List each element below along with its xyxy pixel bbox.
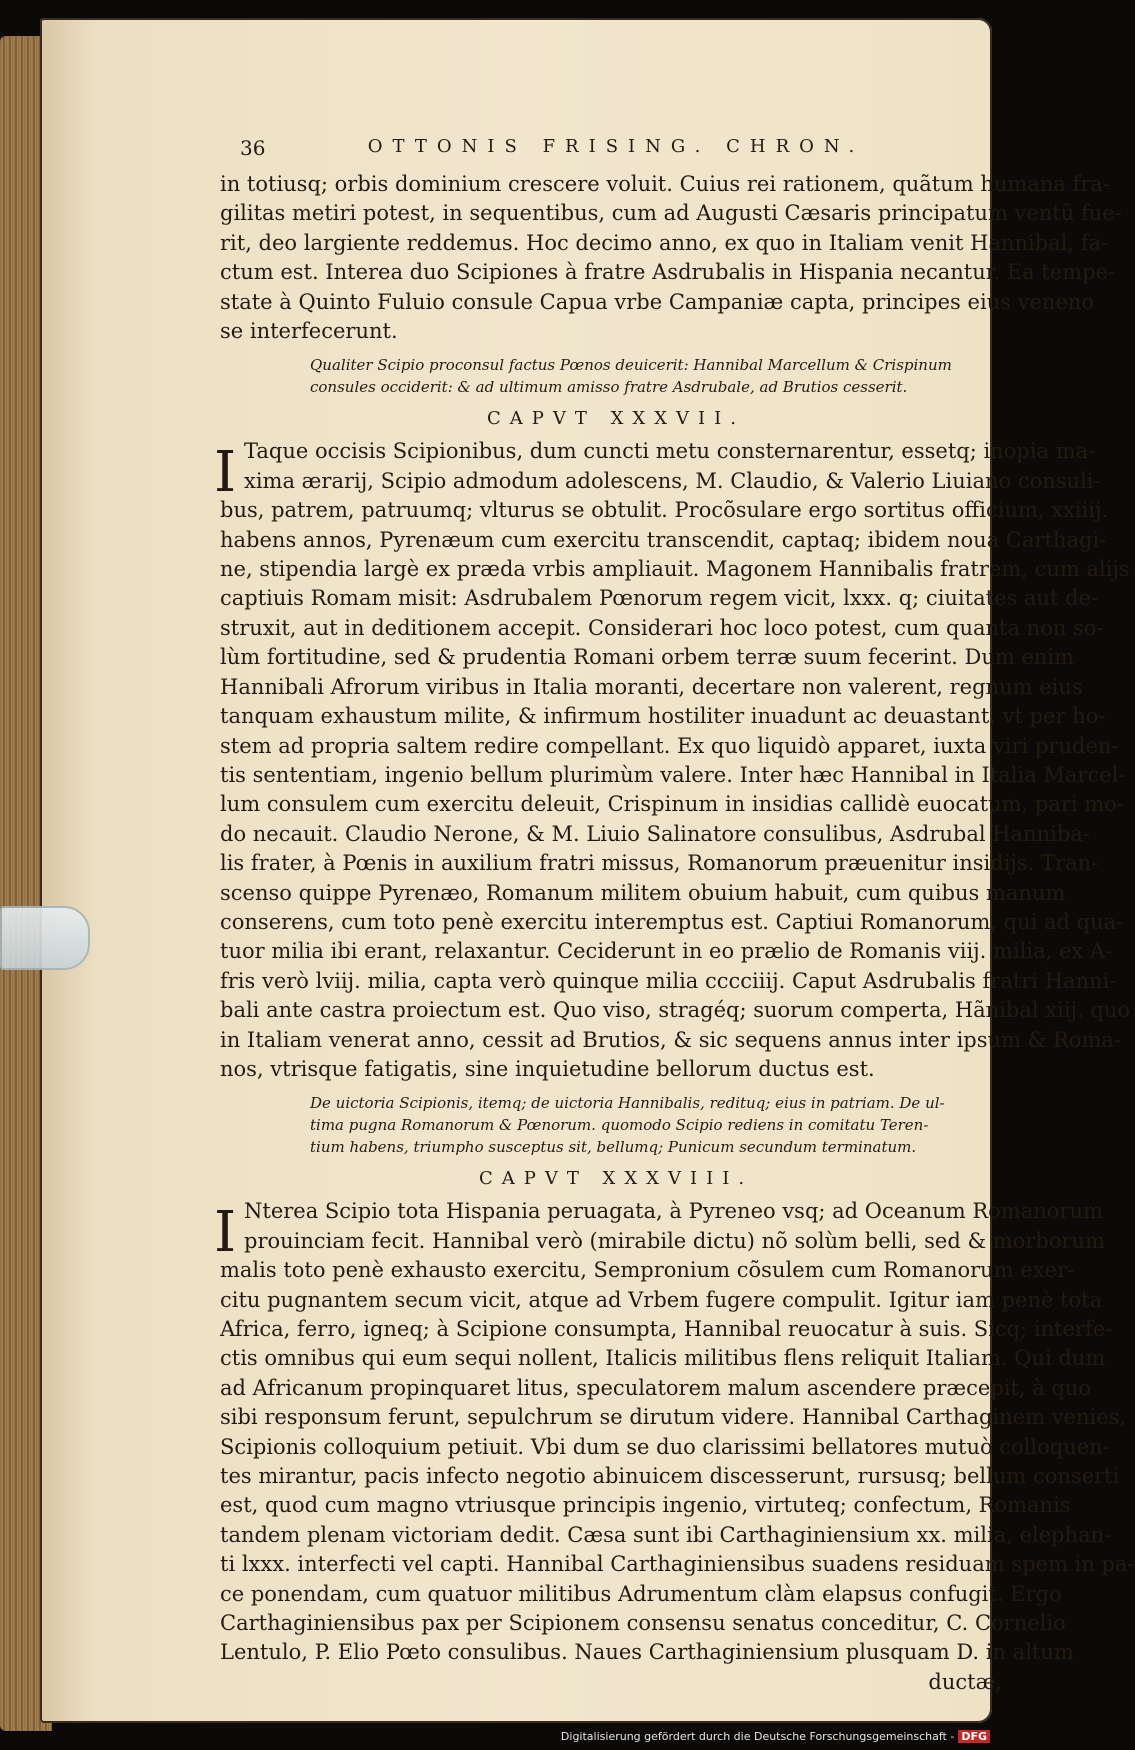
- chapter-37-body: [214, 437, 1131, 1084]
- rubric-line: Qualiter Scipio proconsul factus Pœnos deuicerit: Hannibal Marcellum & Crispinum: [310, 356, 952, 375]
- text-line: lis frater, à Pœnis in auxilium fratri missus, Romanorum præuenitur insidijs. Tran-: [220, 851, 1099, 876]
- footer-credit: [561, 1730, 990, 1743]
- text-line: nos, vtrisque fatigatis, sine inquietudine bellorum ductus est.: [220, 1056, 875, 1081]
- footer-text: Digitalisierung gefördert durch die Deutsche Forschungsgemeinschaft -: [560, 1730, 955, 1743]
- book-page: [40, 18, 1135, 1723]
- text-block-intro: [220, 170, 1122, 346]
- text-line: bus, patrem, patruumq; vlturus se obtulit. Procõsulare ergo sortitus officium, xxiiij.: [220, 498, 1109, 523]
- text-line: conserens, cum toto penè exercitu interemptus est. Captiui Romanorum, qui ad qua-: [220, 909, 1124, 934]
- text-line: gilitas metiri potest, in sequentibus, cum ad Augusti Cæsaris principatum ventũ fue-: [220, 201, 1122, 226]
- text-line: tes mirantur, pacis infecto negotio abinuicem discesserunt, rursusq; bellum conserti: [220, 1464, 1120, 1489]
- text-line: sibi responsum ferunt, sepulchrum se dirutum videre. Hannibal Carthaginem venies,: [220, 1405, 1127, 1430]
- text-line: lum consulem cum exercitu deleuit, Crispinum in insidias callidè euocatum, pari mo-: [220, 792, 1124, 817]
- text-line: fris verò lviij. milia, capta verò quinque milia cccciiij. Caput Asdrubalis fratri Hanni-: [220, 968, 1117, 993]
- text-line: Carthaginiensibus pax per Scipionem consensu senatus conceditur, C. Cornelio: [220, 1611, 1066, 1636]
- drop-cap-initial: I: [214, 1200, 237, 1266]
- text-line: ctum est. Interea duo Scipiones à fratre Asdrubalis in Hispania necantur. Ea tempe-: [220, 260, 1116, 285]
- text-line: Hannibali Afrorum viribus in Italia moranti, decertare non valerent, regnum eius: [220, 674, 1083, 699]
- text-line: do necauit. Claudio Nerone, & M. Liuio Salinatore consulibus, Asdrubal Hanniba-: [220, 821, 1090, 846]
- text-line: captiuis Romam misit: Asdrubalem Pœnorum regem vicit, lxxx. q; ciuitates aut de-: [220, 586, 1099, 611]
- text-line: Nterea Scipio tota Hispania peruagata, à Pyreneo vsq; ad Oceanum Romanorum: [244, 1199, 1103, 1224]
- text-line: tis sententiam, ingenio bellum plurimùm valere. Inter hæc Hannibal in Italia Marcel-: [220, 762, 1126, 787]
- text-line: lùm fortitudine, sed & prudentia Romani orbem terræ suum fecerint. Dum enim: [220, 645, 1075, 670]
- text-line: stem ad propria saltem redire compellant. Ex quo liquidò apparet, iuxta viri pruden-: [220, 733, 1119, 758]
- text-line: ctis omnibus qui eum sequi nollent, Italicis militibus flens reliquit Italiam. Qui dum: [220, 1346, 1106, 1371]
- rubric-line: De uictoria Scipionis, itemq; de uictoria Hannibalis, redituq; eius in patriam. De ul-: [310, 1094, 945, 1113]
- text-line: in totiusq; orbis dominium crescere voluit. Cuius rei rationem, quãtum humana fra-: [220, 172, 1110, 196]
- text-line: habens annos, Pyrenæum cum exercitu transcendit, captaq; ibidem noua Carthagi-: [220, 527, 1107, 552]
- text-line: in Italiam venerat anno, cessit ad Brutios, & sic sequens annus inter ipsum & Roma-: [220, 1027, 1121, 1052]
- text-line: bali ante castra proiectum est. Quo viso, stragéq; suorum comperta, Hãnibal xiij. quo: [220, 998, 1131, 1023]
- text-line: Taque occisis Scipionibus, dum cuncti metu consternarentur, essetq; inopia ma-: [244, 439, 1096, 464]
- text-line: state à Quinto Fuluio consule Capua vrbe Campaniæ capta, principes eius veneno: [220, 289, 1095, 314]
- drop-cap-initial: I: [214, 440, 237, 506]
- text-line: tandem plenam victoriam dedit. Cæsa sunt ibi Carthaginiensium xx. milia, elephan-: [220, 1522, 1112, 1547]
- text-line: est, quod cum magno vtriusque principis ingenio, virtuteq; confectum, Romanis: [220, 1493, 1071, 1518]
- chapter-38-body: [214, 1197, 1135, 1697]
- text-line: ti lxxx. interfecti vel capti. Hannibal Carthaginiensibus suadens residuam spem in pa-: [220, 1552, 1135, 1577]
- running-head-title: OTTONIS FRISING. CHRON.: [367, 136, 865, 157]
- page-number: 36: [240, 136, 266, 160]
- text-line: ad Africanum propinquaret litus, speculatorem malum ascendere præcepit, à quo: [220, 1375, 1092, 1400]
- text-line: xima ærarij, Scipio admodum adolescens, M. Claudio, & Valerio Liuiano consuli-: [244, 468, 1101, 493]
- text-line: Africa, ferro, igneq; à Scipione consumpta, Hannibal reuocatur à suis. Sicq; interfe-: [220, 1317, 1113, 1341]
- text-line: tuor milia ibi erant, relaxantur. Ceciderunt in eo prælio de Romanis viij. milia, ex A-: [220, 939, 1113, 964]
- text-line: struxit, aut in deditionem accepit. Considerari hoc loco potest, cum quanta non so-: [220, 615, 1104, 640]
- text-line: se interfecerunt.: [220, 319, 398, 344]
- catchword: ductæ,: [928, 1669, 1002, 1694]
- text-line: ce ponendam, cum quatuor militibus Adrumentum clàm elapsus confugit. Ergo: [220, 1581, 1062, 1606]
- page-text: [214, 136, 1135, 1697]
- text-line: scenso quippe Pyrenæo, Romanum militem obuium habuit, cum quibus manum: [220, 880, 1066, 905]
- text-line: malis toto penè exhausto exercitu, Sempronium cõsulem cum Romanorum exer-: [220, 1258, 1075, 1283]
- dfg-logo: DFG: [958, 1730, 990, 1743]
- rubric-chapter-37: [220, 354, 1012, 398]
- bookmark-clip: [0, 906, 90, 970]
- chapter-heading: CAPVT XXXVII.: [487, 408, 745, 430]
- rubric-line: consules occiderit: & ad ultimum amisso fratre Asdrubale, ad Brutios cesserit.: [310, 378, 908, 397]
- text-line: Scipionis colloquium petiuit. Vbi dum se duo clarissimi bellatores mutuò colloquen-: [220, 1434, 1110, 1459]
- text-line: Lentulo, P. Elio Pœto consulibus. Naues Carthaginiensium plusquam D. in altum: [220, 1640, 1074, 1665]
- running-head: [220, 136, 1012, 170]
- text-line: citu pugnantem secum vicit, atque ad Vrbem fugere compulit. Igitur iam penè tota: [220, 1287, 1103, 1312]
- text-line: prouinciam fecit. Hannibal verò (mirabile dictu) nõ solùm belli, sed & morborum: [244, 1228, 1105, 1253]
- rubric-line: tium habens, triumpho susceptus sit, bellumq; Punicum secundum terminatum.: [310, 1138, 917, 1157]
- rubric-line: tima pugna Romanorum & Pœnorum. quomodo Scipio rediens in comitatu Teren-: [310, 1116, 929, 1135]
- text-line: ne, stipendia largè ex præda vrbis ampliauit. Magonem Hannibalis fratrem, cum alijs: [220, 557, 1130, 582]
- text-line: rit, deo largiente reddemus. Hoc decimo anno, ex quo in Italiam venit Hannibal, fa-: [220, 230, 1109, 255]
- chapter-heading: CAPVT XXXVIII.: [478, 1168, 754, 1190]
- rubric-chapter-38: [220, 1092, 1012, 1158]
- text-line: tanquam exhaustum milite, & infirmum hostiliter inuadunt ac deuastant, vt per ho-: [220, 704, 1106, 729]
